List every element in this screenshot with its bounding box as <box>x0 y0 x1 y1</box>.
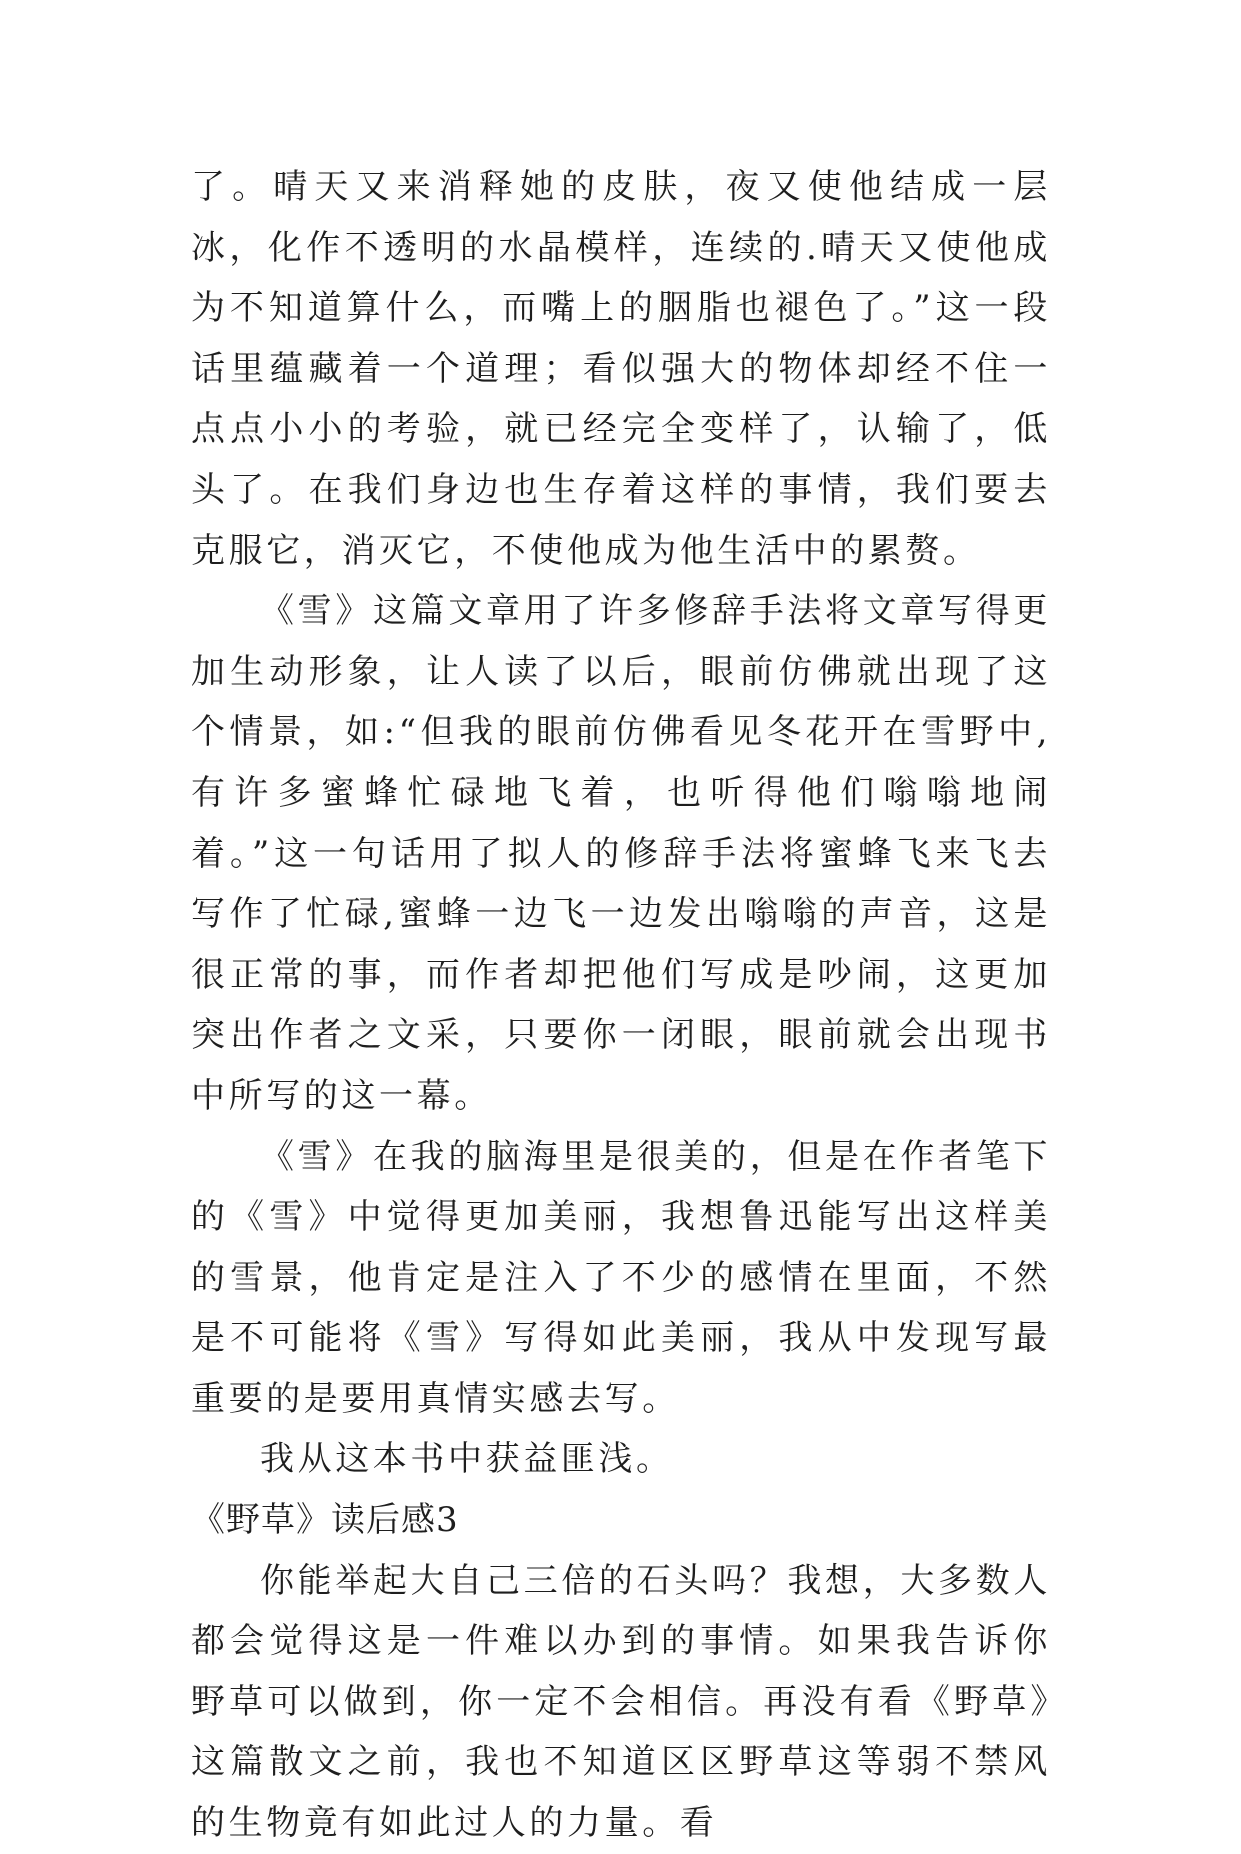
paragraph-snow-beauty: 《雪》在我的脑海里是很美的，但是在作者笔下的《雪》中觉得更加美丽，我想鲁迅能写出这样美的雪景，他肯定是注入了不少的感情在里面，不然是不可能将《雪》写得如此美丽，我从中发现写最重要的是要用真情实感去写。 <box>191 1136 1051 1419</box>
paragraph-continuation: 了。晴天又来消释她的皮肤，夜又使他结成一层冰，化作不透明的水晶模样，连续的.晴天又使他成为不知道算什么，而嘴上的胭脂也褪色了。”这一段话里蕴藏着一个道理；看似强大的物体却经不住一点点小小的考验，就已经完全变样了，认输了，低头了。在我们身边也生存着这样的事情，我们要去克服它，消灭它，不使他成为他生活中的累赘。 <box>191 167 1051 571</box>
paragraph-rhetoric: 《雪》这篇文章用了许多修辞手法将文章写得更加生动形象，让人读了以后，眼前仿佛就出现了这个情景，如:“但我的眼前仿佛看见冬花开在雪野中,有许多蜜蜂忙碌地飞着，也听得他们嗡嗡地闹着。”这一句话用了拟人的修辞手法将蜜蜂飞来飞去写作了忙碌,蜜蜂一边飞一边发出嗡嗡的声音，这是很正常的事，而作者却把他们写成是吵闹，这更加突出作者之文采，只要你一闭眼，眼前就会出现书中所写的这一幕。 <box>191 591 1051 1116</box>
document-body <box>191 157 1051 1854</box>
paragraph-conclusion: 我从这本书中获益匪浅。 <box>260 1439 674 1480</box>
section-title: 《野草》读后感3 <box>191 1500 459 1541</box>
paragraph-section-intro: 你能举起大自己三倍的石头吗？我想，大多数人都会觉得这是一件难以办到的事情。如果我告诉你野草可以做到，你一定不会相信。再没有看《野草》这篇散文之前，我也不知道区区野草这等弱不禁风的生物竟有如此过人的力量。看 <box>191 1560 1051 1844</box>
